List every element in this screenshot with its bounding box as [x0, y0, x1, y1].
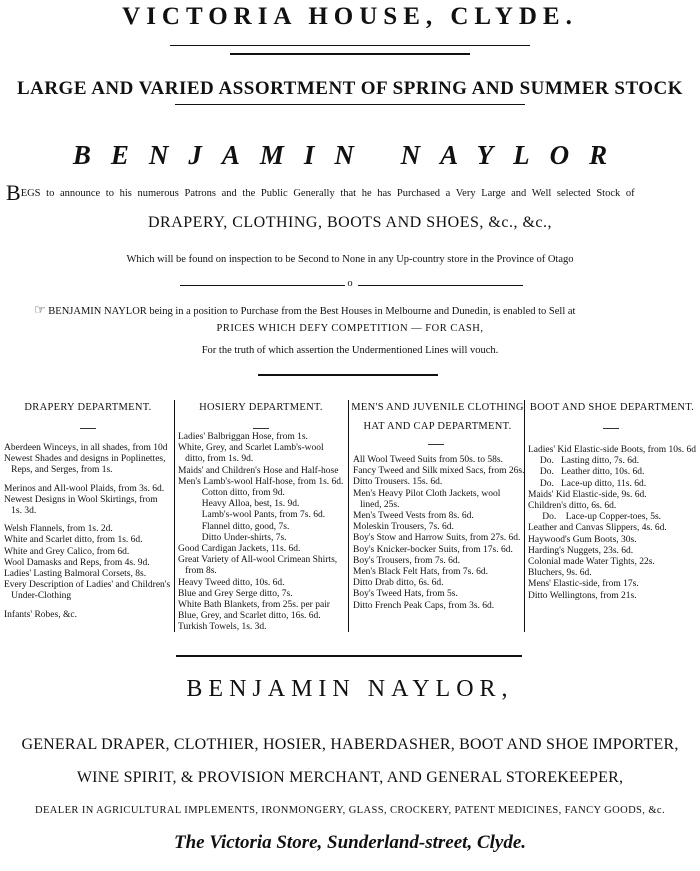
list-item: Ladies' Lasting Balmoral Corsets, 8s.: [4, 569, 147, 580]
list-item: Ladies' Balbriggan Hose, from 1s.: [178, 432, 308, 442]
list-item: Men's Tweed Vests from 8s. 6d.: [353, 511, 474, 522]
list-item: Ditto Trousers. 15s. 6d.: [353, 477, 443, 488]
drop-cap: B: [6, 180, 21, 205]
footer-trades: GENERAL DRAPER, CLOTHIER, HOSIER, HABERDASHER, BOOT AND SHOE IMPORTER,: [21, 736, 679, 753]
list-item: Boy's Trousers, from 7s. 6d.: [353, 555, 461, 566]
list-item: Maids' and Children's Hose and Half-hose: [178, 465, 339, 476]
prices-line: PRICES WHICH DEFY COMPETITION — FOR CASH,: [216, 323, 484, 334]
list-item: White and Grey Calico, from 6d.: [4, 546, 130, 557]
footer-dealer: DEALER IN AGRICULTURAL IMPLEMENTS, IRONMONGERY, GLASS, CROCKERY, PATENT MEDICINES, FANCY GOODS, &c.: [35, 805, 665, 816]
purchase-statement: BENJAMIN NAYLOR being in a position to Purchase from the Best Houses in Melbourne and Dunedin, is enabled to Sell at: [48, 306, 576, 317]
clothing-list: [353, 448, 524, 612]
truth-line: For the truth of which assertion the Undermentioned Lines will vouch.: [201, 345, 499, 356]
list-item: 1s. 3d.: [4, 506, 37, 517]
list-item: Ladies' Kid Elastic-side Boots, from 10s. 6d: [528, 445, 696, 455]
inspection-line: Which will be found on inspection to be Second to None in any Up-country store in the Province of Otago: [126, 254, 574, 265]
list-item: Colonial made Water Tights, 22s.: [528, 557, 655, 568]
list-item: Boy's Stow and Harrow Suits, from 27s. 6d.: [353, 533, 521, 544]
hosiery-heading: HOSIERY DEPARTMENT.: [199, 402, 323, 413]
list-item: Men's Black Felt Hats, from 7s. 6d.: [353, 567, 488, 578]
list-item: Do. Leather ditto, 10s. 6d.: [528, 467, 645, 478]
footer-name: BENJAMIN NAYLOR,: [186, 676, 514, 702]
list-item: Welsh Flannels, from 1s. 2d.: [4, 524, 113, 535]
list-item: Boy's Knicker-bocker Suits, from 17s. 6d.: [353, 544, 513, 555]
list-item: Fancy Tweed and Silk mixed Sacs, from 26s.: [353, 466, 525, 477]
merchant-name: BENJAMIN NAYLOR: [72, 140, 628, 170]
list-item: [4, 477, 170, 484]
list-item: Great Variety of All-wool Crimean Shirts,: [178, 555, 338, 566]
list-item: Ditto Wellingtons, from 21s.: [528, 590, 637, 601]
list-item: Ditto Under-shirts, 7s.: [178, 532, 287, 543]
clothing-heading-2: HAT AND CAP DEPARTMENT.: [363, 421, 512, 432]
list-item: White, Grey, and Scarlet Lamb's-wool: [178, 443, 324, 454]
list-item: Cotton ditto, from 9d.: [178, 488, 285, 499]
divider-mark: o: [347, 278, 353, 289]
list-item: Good Cardigan Jackets, 11s. 6d.: [178, 544, 301, 555]
list-item: ditto, from 1s. 9d.: [178, 454, 254, 465]
list-item: Maids' Kid Elastic-side, 9s. 6d.: [528, 489, 647, 500]
list-item: Lamb's-wool Pants, from 7s. 6d.: [178, 510, 326, 521]
list-item: Newest Designs in Wool Skirtings, from: [4, 494, 158, 505]
list-item: Do. Lace-up Copper-toes, 5s.: [528, 512, 662, 523]
boots-dash: [603, 428, 619, 429]
drapery-dash: [80, 428, 96, 429]
list-item: Reps, and Serges, from 1s.: [4, 465, 113, 476]
list-item: Children's ditto, 6s. 6d.: [528, 501, 617, 512]
clothing-dash: [428, 444, 444, 445]
clothing-heading: MEN'S AND JUVENILE CLOTHING: [351, 402, 524, 413]
list-item: [353, 448, 524, 455]
divider-right: [358, 285, 523, 286]
list-item: Mens' Elastic-side, from 17s.: [528, 579, 639, 590]
list-item: Under-Clothing: [4, 591, 72, 602]
list-item: Wool Damasks and Reps, from 4s. 9d.: [4, 557, 150, 568]
list-item: Heavy Alloa, best, 1s. 9d.: [178, 499, 300, 510]
section-rule: [258, 374, 438, 376]
intro-text: EGS to announce to his numerous Patrons and the Public Generally that he has Purchased a Very Large and Well selected Stock of: [20, 188, 635, 199]
list-item: White Bath Blankets, from 25s. per pair: [178, 600, 330, 611]
hosiery-list: [178, 432, 343, 634]
drapery-list: [4, 443, 170, 621]
list-item: All Wool Tweed Suits from 50s. to 58s.: [353, 455, 503, 465]
list-item: Bluchers, 9s. 6d.: [528, 568, 592, 579]
list-item: Haywood's Gum Boots, 30s.: [528, 534, 637, 545]
list-item: Turkish Towels, 1s. 3d.: [178, 622, 267, 633]
footer-merchant: WINE SPIRIT, & PROVISION MERCHANT, AND GENERAL STOREKEEPER,: [76, 769, 624, 786]
list-item: Men's Heavy Pilot Cloth Jackets, wool: [353, 488, 501, 499]
list-item: Blue and Grey Serge ditto, 7s.: [178, 588, 293, 599]
list-item: Moleskin Trousers, 7s. 6d.: [353, 522, 454, 533]
list-item: Boy's Tweed Hats, from 5s.: [353, 589, 458, 600]
list-item: Every Description of Ladies' and Children's: [4, 580, 171, 591]
list-item: lined, 25s.: [353, 499, 400, 510]
list-item: Do. Lace-up ditto, 11s. 6d.: [528, 478, 647, 489]
page-title: VICTORIA HOUSE, CLYDE.: [122, 3, 578, 30]
subtitle-rule: [175, 104, 525, 105]
list-item: Flannel ditto, good, 7s.: [178, 521, 290, 532]
boots-list: [528, 445, 696, 602]
list-item: Leather and Canvas Slippers, 4s. 6d.: [528, 523, 667, 534]
list-item: White and Scarlet ditto, from 1s. 6d.: [4, 535, 143, 546]
goods-heading: DRAPERY, CLOTHING, BOOTS AND SHOES, &c., &c.,: [147, 214, 552, 231]
boots-heading: BOOT AND SHOE DEPARTMENT.: [529, 402, 695, 413]
hosiery-dash: [253, 428, 269, 429]
list-item: Newest Shades and designs in Poplinettes,: [4, 454, 166, 465]
list-item: Harding's Nuggets, 23s. 6d.: [528, 545, 634, 556]
footer-rule: [176, 655, 522, 657]
stock-subtitle: LARGE AND VARIED ASSORTMENT OF SPRING AND SUMMER STOCK: [16, 78, 684, 99]
purchase-line: [34, 302, 694, 318]
list-item: Infants' Robes, &c.: [4, 609, 77, 620]
list-item: Ditto Drab ditto, 6s. 6d.: [353, 578, 444, 589]
title-rule: [170, 45, 530, 46]
pointing-hand-icon: ☞: [34, 302, 46, 317]
list-item: Do. Lasting ditto, 7s. 6d.: [528, 456, 640, 467]
column-divider: [174, 400, 175, 632]
list-item: from 8s.: [178, 566, 217, 577]
drapery-heading: DRAPERY DEPARTMENT.: [24, 402, 152, 413]
list-item: Blue, Grey, and Scarlet ditto, 16s. 6d.: [178, 611, 321, 622]
list-item: Men's Lamb's-wool Half-hose, from 1s. 6d.: [178, 476, 344, 487]
list-item: Aberdeen Winceys, in all shades, from 10d: [4, 443, 168, 453]
footer-store: The Victoria Store, Sunderland-street, Clyde.: [173, 832, 527, 853]
column-divider: [348, 400, 349, 632]
intro-paragraph: [6, 180, 696, 205]
list-item: Merinos and All-wool Plaids, from 3s. 6d.: [4, 483, 165, 494]
list-item: [4, 603, 170, 610]
list-item: Heavy Tweed ditto, 10s. 6d.: [178, 577, 285, 588]
title-rule-thick: [230, 53, 470, 55]
list-item: Ditto French Peak Caps, from 3s. 6d.: [353, 600, 495, 611]
